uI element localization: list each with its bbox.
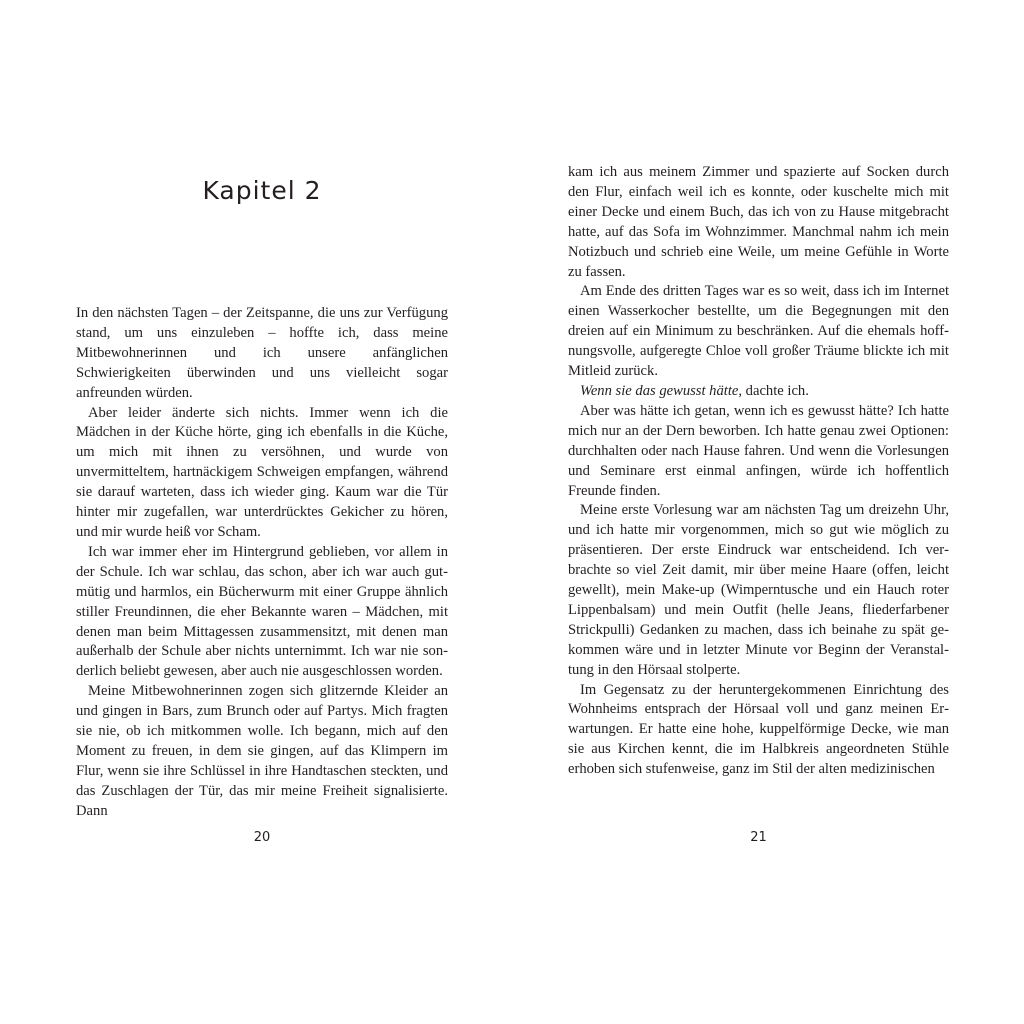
paragraph-thought [568, 382, 949, 402]
paragraph: Aber was hätte ich getan, wenn ich es gewusst hätte? Ich hatte mich nur an der Dern beworben. Ich hatte genau zwei Optionen: durchhalten oder nach Hause fahren. Und wenn die Vorlesungen und Seminare erst einmal anfingen, würde ich hoffentlich Freunde finden. [568, 402, 949, 499]
page-number-right: 21 [750, 830, 767, 845]
paragraph: Am Ende des dritten Tages war es so weit, dass ich im Internet einen Wasserkocher bestellte, um die Begegnungen mit den dreien auf ein Minimum zu beschränken. Auf die ehemals hoffnungsvolle, aufgeregte Chloe voll großer Träume blickte ich mit Mitleid zurück. [568, 283, 949, 380]
chapter-title: Kapitel 2 [202, 176, 322, 205]
right-page-text [568, 163, 949, 780]
page-number-left: 20 [253, 830, 271, 845]
paragraph: In den nächsten Tagen – der Zeitspanne, die uns zur Verfügung stand, um uns einzuleben – hoffte ich, dass meine Mitbewohnerinnen und ich unsere anfänglichen Schwierigkeiten überwinden und uns vielleicht sogar anfreunden würden. [76, 305, 448, 401]
paragraph: Ich war immer eher im Hintergrund geblieben, vor allem in der Schule. Ich war schlau, das schon, aber ich war auch gutmütig und harmlos, ein Bücherwurm mit einer Gruppe ähnlich stiller Freundinnen, die eher Bekannte waren – Mädchen, mit denen man beim Mittagessen zusammensitzt, mit denen man außerhalb der Schule aber nichts unternimmt. Ich war nie sonderlich beliebt gewesen, aber auch nie ausgeschlossen worden. [76, 543, 448, 680]
paragraph: Meine erste Vorlesung war am nächsten Tag um dreizehn Uhr, und ich hatte mir vorgenommen, mich so gut wie möglich zu präsentieren. Der erste Eindruck war entscheidend. Ich verbrachte so viel Zeit damit, mir über meine Haare (offen, leicht gewellt), mein Make-up (Wimperntusche und ein Hauch roter Lippenbalsam) und mein Outfit (helle Jeans, fliederfarbener Strickpulli) Gedanken zu machen, dass ich beinahe zu spät gekommen wäre und in letzter Minute vor Beginn der Veranstaltung in den Hörsaal stolperte. [568, 502, 949, 678]
italic-thought: Wenn sie das gewusst hätte [580, 382, 739, 399]
paragraph: Meine Mitbewohnerinnen zogen sich glitzernde Kleider an und gingen in Bars, zum Brunch oder auf Partys. Mich fragten sie nie, ob ich mitkommen wolle. Ich begann, mich auf den Moment zu freuen, in dem sie gingen, auf das Klimpern im Flur, wenn sie ihre Schlüssel in ihre Handtaschen steckten, und das Zuschlagen der Tür, das mir meine Freiheit signalisierte. Dann [76, 683, 448, 819]
paragraph: kam ich aus meinem Zimmer und spazierte auf Socken durch den Flur, einfach weil ich es konnte, oder kuschelte mich mit einer Decke und einem Buch, das ich von zu Hause mitgebracht hatte, auf das Sofa im Wohnzimmer. Manchmal nahm ich mein Notizbuch und schrieb eine Weile, um meine Gefühle in Worte zu fassen. [568, 164, 949, 280]
left-page [76, 0, 448, 1024]
paragraph: Im Gegensatz zu der heruntergekommenen Einrichtung des Wohnheims entsprach der Hörsaal voll und ganz meinen Erwartungen. Er hatte eine hohe, kuppelförmige Decke, wie man sie aus Kirchen kennt, die im Halbkreis angeordneten Stühle erhoben sich stufenweise, ganz im Stil der alten medizinischen [568, 681, 949, 778]
right-page [568, 0, 949, 1024]
paragraph-thought-rest: , dachte ich. [738, 382, 809, 399]
left-page-text [76, 304, 448, 822]
paragraph: Aber leider änderte sich nichts. Immer wenn ich die Mädchen in der Küche hörte, ging ich ebenfalls in die Küche, um mich mit ihnen zu versöhnen, und wurde von unvermitteltem, hartnäckigem Schweigen empfangen, während sie darauf warteten, dass ich wieder ging. Kaum war die Tür hinter mir zugefallen, war unterdrücktes Gekicher zu hören, und mir wurde heiß vor Scham. [76, 404, 448, 540]
